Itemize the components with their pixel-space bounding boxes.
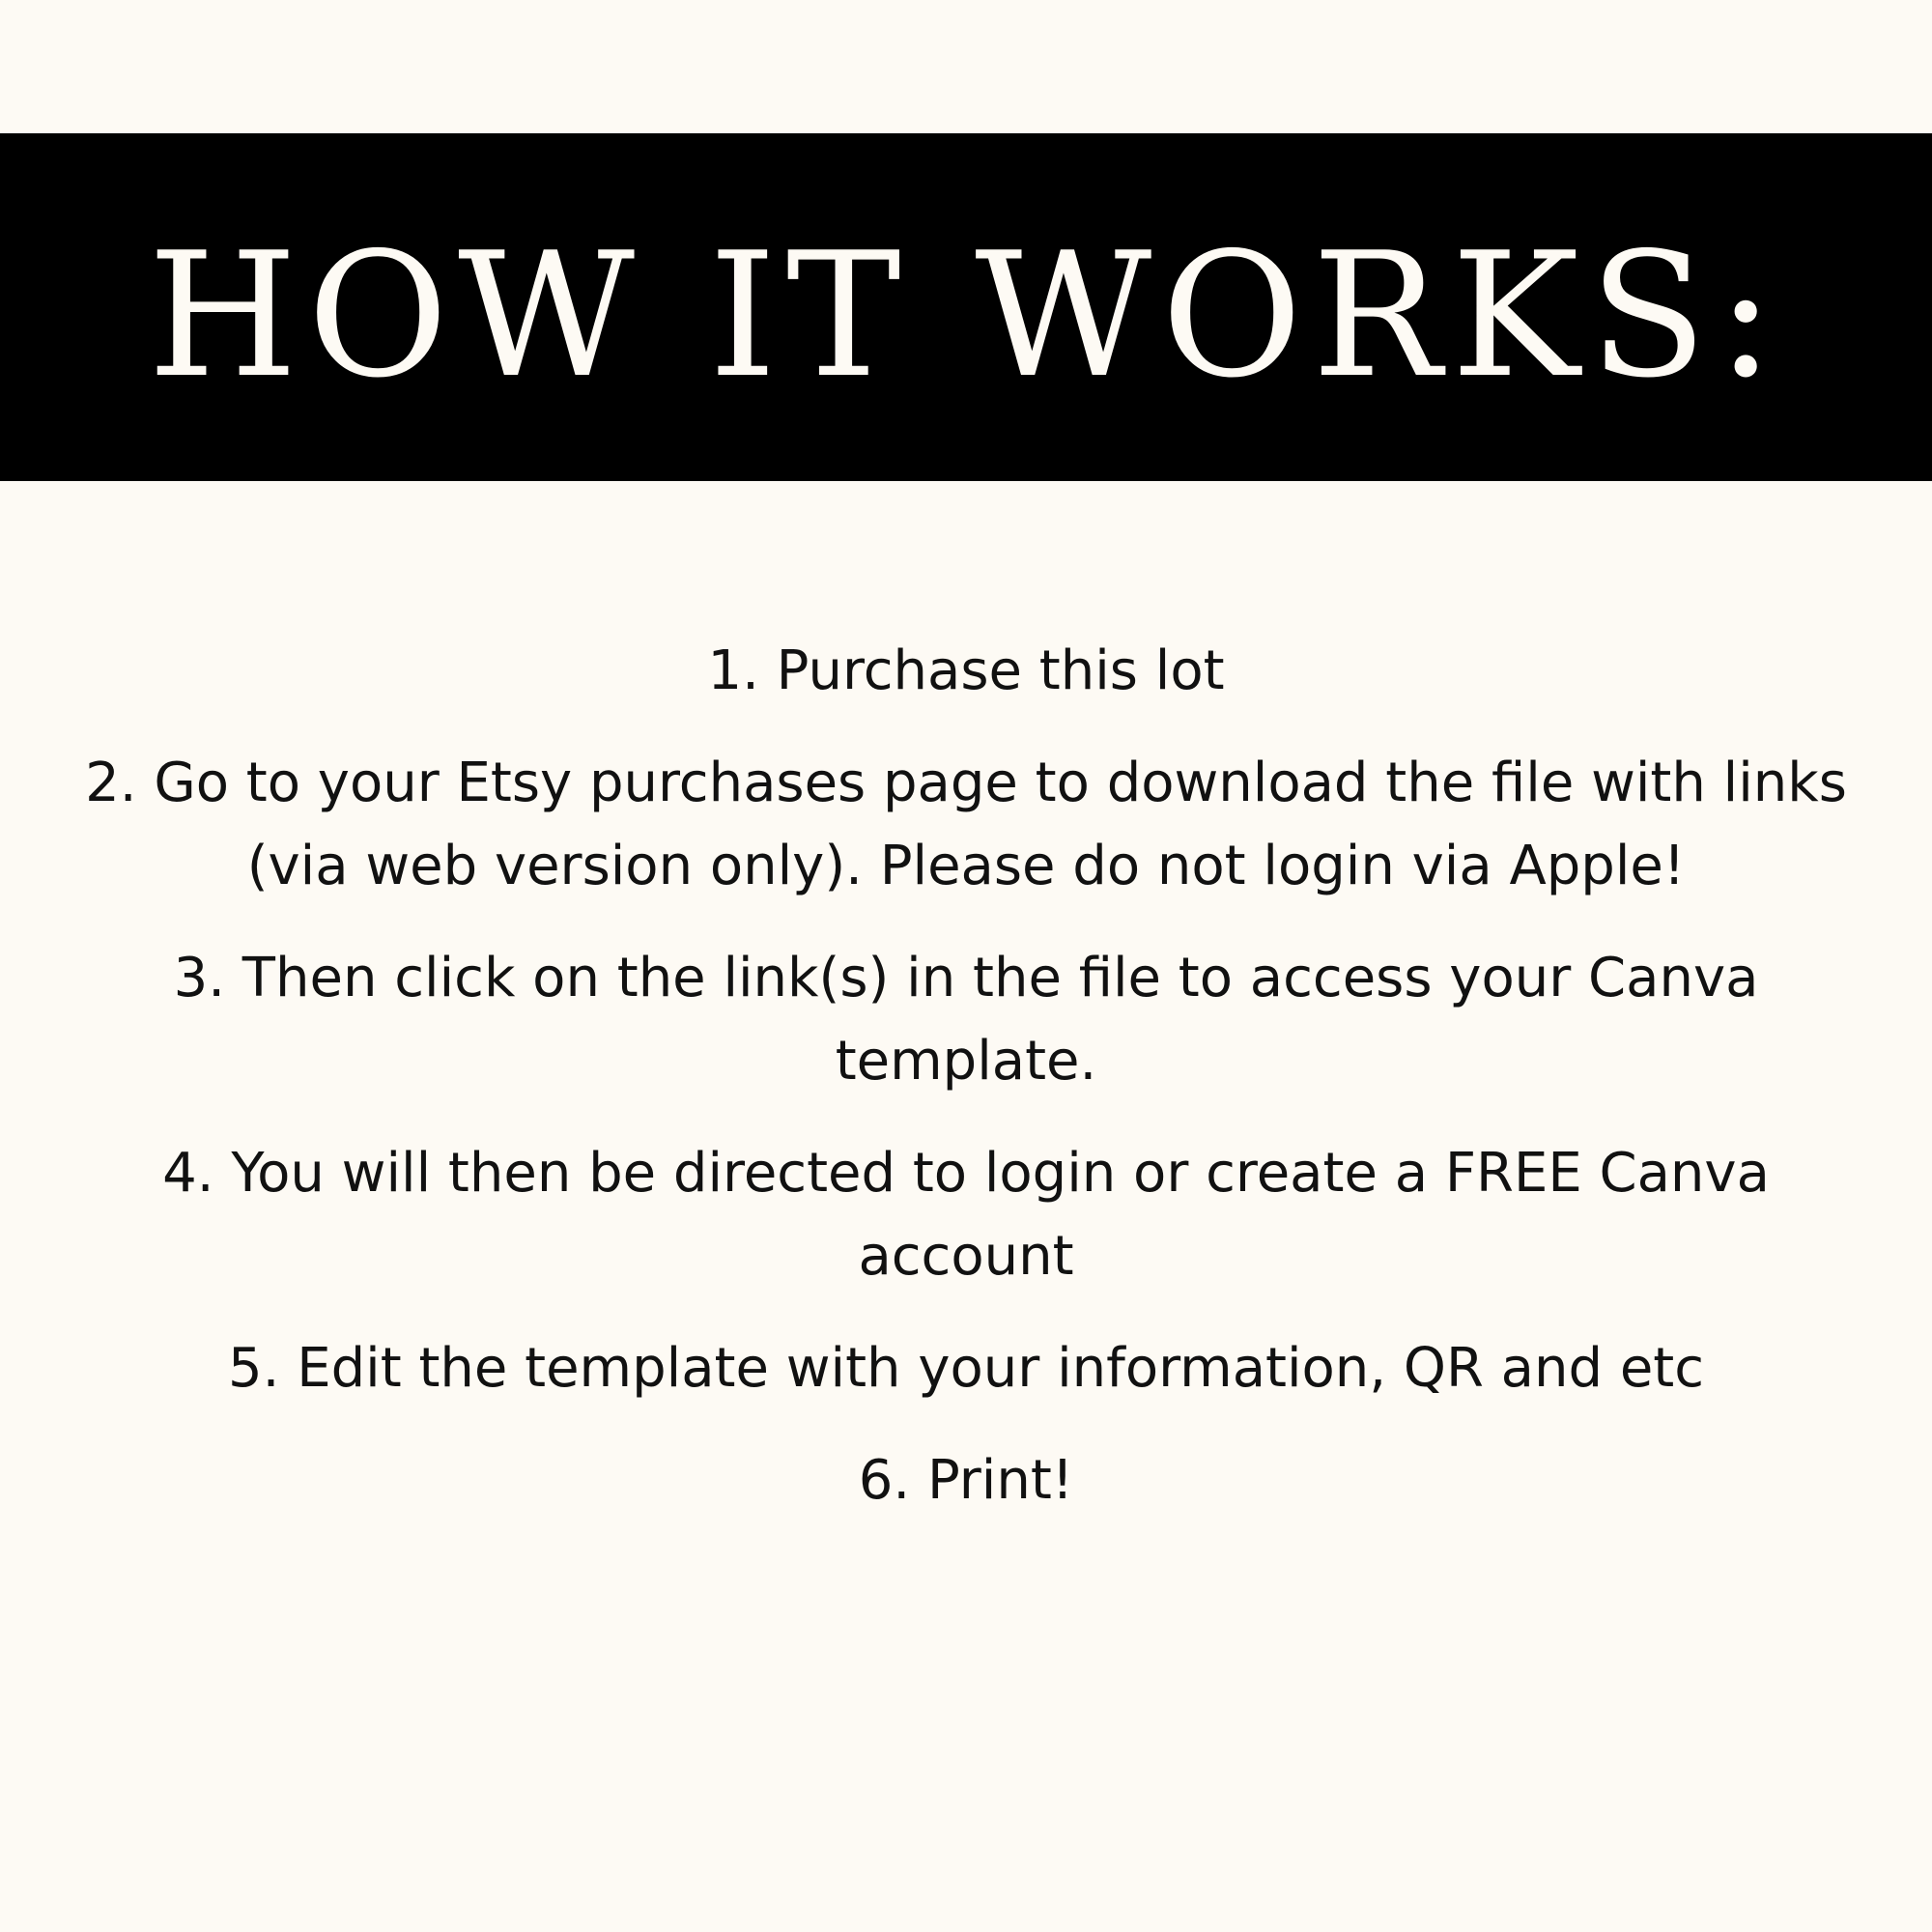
step-3: 3. Then click on the link(s) in the file to access your Canva template. bbox=[173, 947, 1759, 1093]
step-4: 4. You will then be directed to login or create a FREE Canva account bbox=[162, 1142, 1770, 1288]
step-2: 2. Go to your Etsy purchases page to download the file with links (via web version only). Please do not login via Apple! bbox=[85, 752, 1847, 897]
steps-list bbox=[58, 630, 1874, 1551]
step-5: 5. Edit the template with your information, QR and etc bbox=[227, 1337, 1705, 1400]
title-banner bbox=[0, 133, 1932, 481]
page-title: HOW IT WORKS: bbox=[147, 215, 1785, 415]
step-1: 1. Purchase this lot bbox=[707, 639, 1225, 702]
step-6: 6. Print! bbox=[858, 1449, 1074, 1512]
